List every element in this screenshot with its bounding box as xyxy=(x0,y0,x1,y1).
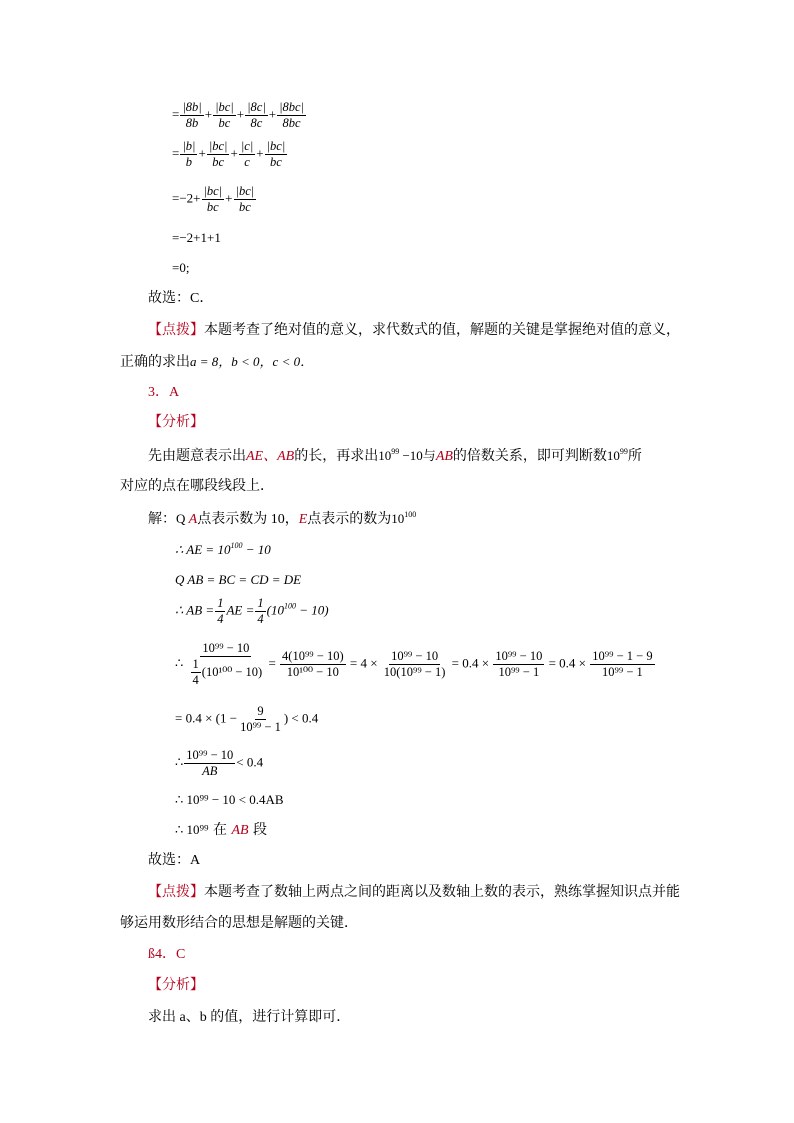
q3-choice: 故选：A xyxy=(148,853,201,868)
q2-step-3: =−2+ $\frac{|bc|}{bc}$ + $\frac{|bc|}{bc}$ xyxy=(172,184,255,214)
q2-choice: 故选：C． xyxy=(148,291,214,306)
q3-line-1: ∴ AE = $10^{100} - 10$ xyxy=(175,541,271,557)
q3-solution-intro: 解：Q A点表示数为 10，E点表示的数为$10^{100}$ xyxy=(148,510,417,527)
q3-analysis-label: 【分析】 xyxy=(148,415,204,430)
tip-label: 【点拨】 xyxy=(148,323,204,338)
q4-analysis: 求出 a、b 的值，进行计算即可． xyxy=(148,1010,351,1025)
q3-analysis-line-1: 先由题意表示出AE、AB的长，再求出$10^{99} -10$与AB的倍数关系，即可判断数$10^{99}$所 xyxy=(148,447,642,464)
q2-step-5: =0; xyxy=(172,260,190,275)
q4-heading: ß4．C xyxy=(148,947,186,962)
q2-step-1: = $\frac{|8b|}{8b}$ + $\frac{|bc|}{bc}$ + $\frac{|8c|}{8c}$ + $\frac{|8bc|}{8bc}$ xyxy=(172,100,305,130)
q3-line-3: ∴ AB = $\frac{1}{4}$ AE = $\frac{1}{4}$ $(10^{100} - 10)$ xyxy=(175,596,329,626)
q3-line-4: ∴ 10⁹⁹ − 10 $\frac{1}{4}$ (10¹⁰⁰ − 10) = $\frac{\text{4(10⁹⁹ − 10)}}{\text{10¹⁰⁰ − 10}}$ = 4 × $\frac{\text{10⁹⁹ − 10}}{\text{10(10⁹⁹ − 1)}}$ = 0.4 × $\frac{\text{10⁹⁹ − 10}}{\text{10⁹⁹ − 1}}$ = 0.4 × $\frac{\text{10⁹⁹ − 1 − 9}}{\text{10⁹⁹ − 1}}$ xyxy=(175,641,653,687)
q3-line-8: ∴ 10⁹⁹ 在 AB 段 xyxy=(175,822,268,838)
q2-step-4: =−2+1+1 xyxy=(172,230,221,245)
q2-tip-line-1: 【点拨】本题考查了绝对值的意义，求代数式的值，解题的关键是掌握绝对值的意义， xyxy=(148,323,680,338)
q4-analysis-label: 【分析】 xyxy=(148,978,204,993)
q3-line-5: = 0.4 × (1 − $\frac{9}{\text{10⁹⁹ − 1}}$ ) < 0.4 xyxy=(175,704,319,734)
q2-step-2: = $\frac{|b|}{b}$ + $\frac{|bc|}{bc}$ + $\frac{|c|}{c}$ + $\frac{|bc|}{bc}$ xyxy=(172,139,286,169)
q3-heading: 3．A xyxy=(148,385,180,400)
q3-line-7: ∴ 10⁹⁹ − 10 < 0.4AB xyxy=(175,792,284,807)
q3-line-2: Q AB = BC = CD = DE xyxy=(175,572,302,587)
q3-tip-line-2: 够运用数形结合的思想是解题的关键． xyxy=(120,916,358,931)
q3-line-6: ∴ $\frac{\text{10⁹⁹ − 10}}{AB}$ < 0.4 xyxy=(175,748,264,778)
q3-analysis-line-2: 对应的点在哪段线段上． xyxy=(120,479,274,494)
q2-tip-line-2: 正确的求出a = 8，b < 0，c < 0． xyxy=(120,354,314,370)
q3-tip-line-1: 【点拨】本题考查了数轴上两点之间的距离以及数轴上数的表示，熟练掌握知识点并能 xyxy=(148,885,680,900)
